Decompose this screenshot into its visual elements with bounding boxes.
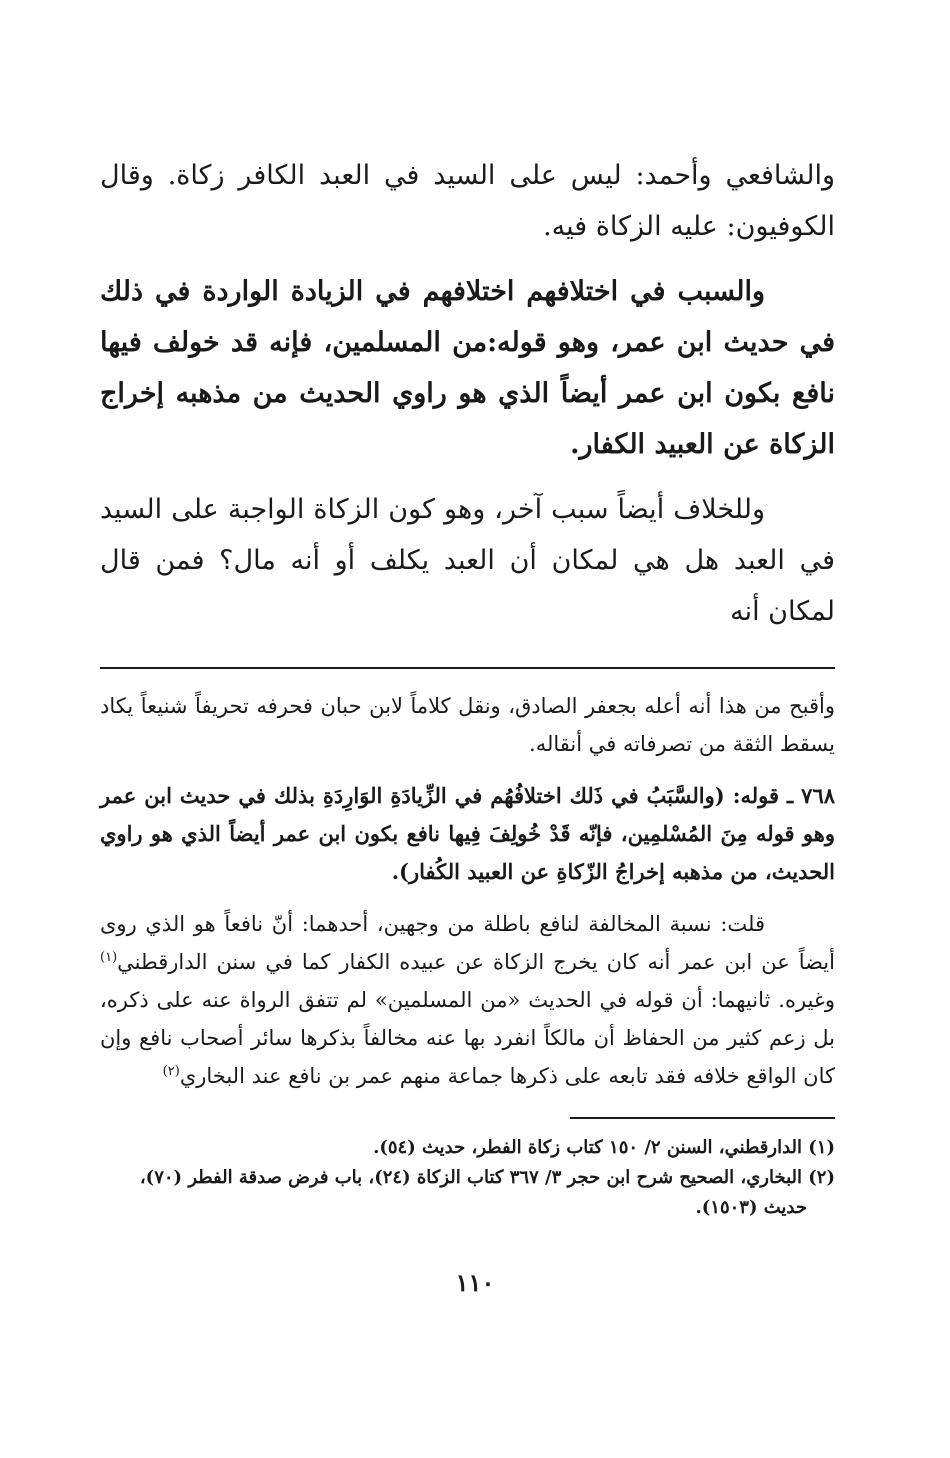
commentary-item-number: ٧٦٨ ـ قوله: (732, 783, 836, 808)
book-page (100, 150, 835, 1223)
main-paragraph-2: والسبب في اختلافهم اختلافهم في الزيادة الواردة في ذلك في حديث ابن عمر، وهو قوله:من المسلمين، فإنه قد خولف فيها نافع بكون ابن عمر أيضاً الذي هو راوي الحديث من مذهبه إخراج الزكاة عن العبيد الكفار. (100, 276, 835, 460)
main-text (100, 150, 835, 637)
footnote-ref-1[interactable]: (١) (100, 950, 118, 965)
footnote-ref-2[interactable]: (٢) (162, 1064, 180, 1079)
main-commentary-divider (100, 667, 835, 669)
commentary-paragraph-1: وأقبح من هذا أنه أعله بجعفر الصادق، ونقل كلاماً لابن حبان فحرفه تحريفاً شنيعاً يكاد يسقط الثقة من تصرفاته في أنقاله. (100, 694, 835, 756)
footnote-2-line-2: حديث (١٥٠٣). (695, 1197, 807, 1218)
page-number: ١١٠ (455, 1268, 495, 1297)
main-paragraph-1: والشافعي وأحمد: ليس على السيد في العبد الكافر زكاة. وقال الكوفيون: عليه الزكاة فيه. (100, 160, 835, 242)
commentary-paragraph-2 (100, 777, 835, 891)
commentary-paragraph-3 (100, 905, 835, 1095)
main-paragraph-3: وللخلاف أيضاً سبب آخر، وهو كون الزكاة الواجبة على السيد في العبد هل هي لمكان أن العبد يكلف أو أنه مال؟ فمن قال لمكان أنه (100, 494, 835, 627)
footnote-2-line-1: (٢) البخاري، الصحيح شرح ابن حجر ٣/ ٣٦٧ كتاب الزكاة (٢٤)، باب فرض صدقة الفطر (٧٠)، (139, 1167, 835, 1188)
commentary-text-part-2: وغيره. ثانيهما: أن قوله في الحديث «من المسلمين» لم تتفق الرواة عنه على ذكره، بل زعم كثير من الحفاظ أن مالكاً انفرد بها عنه مخالفاً بذكرها سائر أصحاب نافع وإن كان الواقع خلافه فقد تابعه على ذكرها جماعة منهم عمر بن نافع عند البخاري (100, 988, 835, 1088)
commentary-text-part-1: قلت: نسبة المخالفة لنافع باطلة من وجهين، أحدهما: أنّ نافعاً هو الذي روى أيضاً عن ابن عمر أنه كان يخرج الزكاة عن عبيده الكفار كما في سنن الدارقطني (100, 912, 835, 974)
footnote-1: (١) الدارقطني، السنن ٢/ ١٥٠ كتاب زكاة الفطر، حديث (٥٤). (373, 1137, 835, 1158)
commentary-quote: (والسَّبَبُ في ذَلك اختلافُهُم في الزِّيادَةِ الوَارِدَةِ بذلك في حديث ابن عمر وهو قوله مِنَ المُسْلمِين، فإنّه قَدْ خُولِفَ فِيها نافع بكون ابن عمر أيضاً الذي هو راوي الحديث، من مذهبه إخراجُ الزّكاةِ عن العبيد الكُفار). (100, 783, 835, 884)
footnote-divider (570, 1117, 835, 1119)
footnotes (100, 1133, 835, 1223)
commentary-section (100, 687, 835, 1095)
